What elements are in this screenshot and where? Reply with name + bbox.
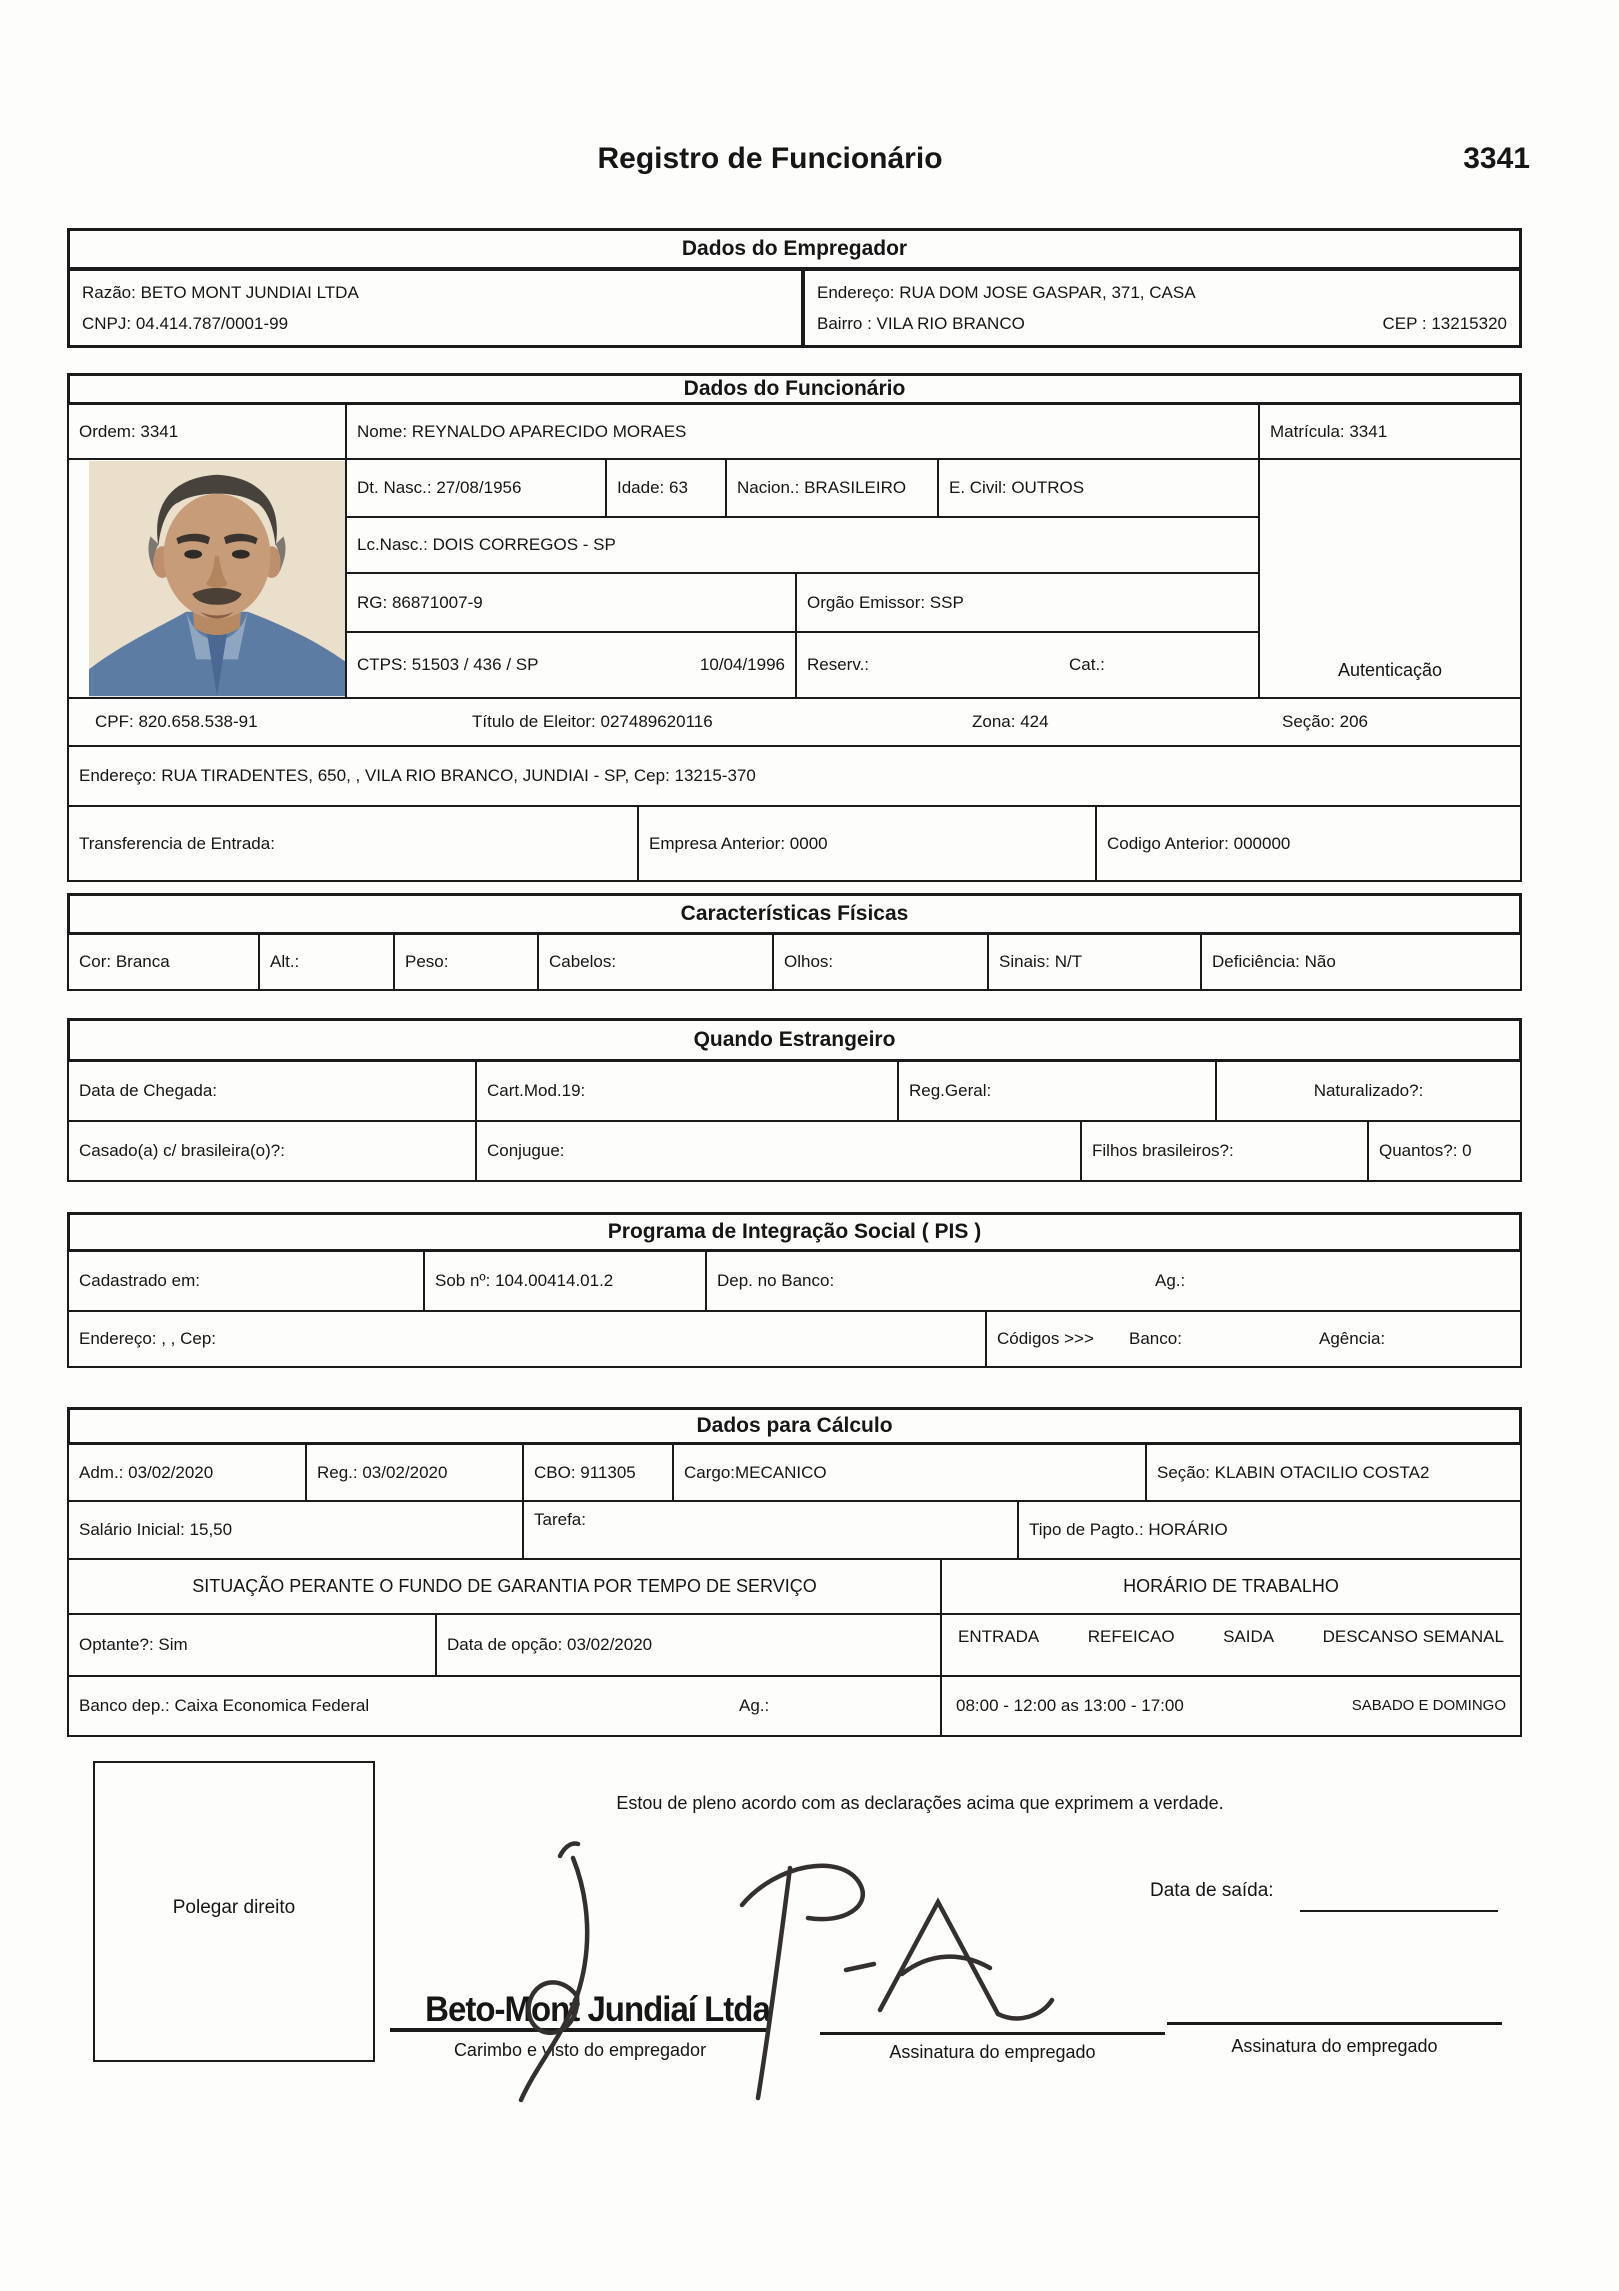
pis-banco: Banco: <box>1129 1329 1182 1349</box>
page-title: Registro de Funcionário <box>597 142 943 175</box>
calculo-descanso: DESCANSO SEMANAL <box>1322 1627 1504 1646</box>
estrangeiro-naturalizado: Naturalizado?: <box>1215 1060 1522 1122</box>
caracteristicas-peso: Peso: <box>393 933 539 991</box>
funcionario-ctps-cell <box>345 631 797 699</box>
caracteristicas-olhos: Olhos: <box>772 933 989 991</box>
calculo-optante: Optante?: Sim <box>67 1613 437 1677</box>
calculo-reg: Reg.: 03/02/2020 <box>305 1443 524 1502</box>
caracteristicas-cabelos: Cabelos: <box>537 933 774 991</box>
funcionario-empresa-anterior: Empresa Anterior: 0000 <box>637 805 1097 882</box>
pis-codigos-cell <box>985 1310 1522 1368</box>
funcionario-zona: Zona: 424 <box>972 712 1049 732</box>
funcionario-nome: Nome: REYNALDO APARECIDO MORAES <box>345 403 1260 460</box>
estrangeiro-quantos: Quantos?: 0 <box>1367 1120 1522 1182</box>
estrangeiro-conjugue: Conjugue: <box>475 1120 1082 1182</box>
calculo-tarefa: Tarefa: <box>522 1500 1019 1560</box>
calculo-salario: Salário Inicial: 15,50 <box>67 1500 524 1560</box>
funcionario-endereco: Endereço: RUA TIRADENTES, 650, , VILA RIO BRANCO, JUNDIAI - SP, Cep: 13215-370 <box>67 745 1522 807</box>
empregador-cep: CEP : 13215320 <box>1382 313 1507 333</box>
funcionario-secao: Seção: 206 <box>1282 712 1369 732</box>
calculo-adm: Adm.: 03/02/2020 <box>67 1443 307 1502</box>
funcionario-rg: RG: 86871007-9 <box>345 572 797 633</box>
calculo-secao: Seção: KLABIN OTACILIO COSTA2 <box>1145 1443 1522 1502</box>
calculo-horario-valores <box>940 1675 1522 1737</box>
funcionario-transferencia: Transferencia de Entrada: <box>67 805 639 882</box>
funcionario-titulo-eleitor: Título de Eleitor: 027489620116 <box>472 712 713 732</box>
calculo-tipo-pagto: Tipo de Pagto.: HORÁRIO <box>1017 1500 1522 1560</box>
caracteristicas-alt: Alt.: <box>258 933 395 991</box>
estrangeiro-reg-geral: Reg.Geral: <box>897 1060 1217 1122</box>
calculo-entrada: ENTRADA <box>958 1627 1040 1646</box>
funcionario-cat: Cat.: <box>1069 655 1105 675</box>
section-header-calculo: Dados para Cálculo <box>67 1407 1522 1445</box>
empregador-bairro: Bairro : VILA RIO BRANCO <box>817 313 1025 333</box>
section-header-funcionario: Dados do Funcionário <box>67 373 1522 405</box>
estrangeiro-cart-mod: Cart.Mod.19: <box>475 1060 899 1122</box>
calculo-horario-header: HORÁRIO DE TRABALHO <box>940 1558 1522 1615</box>
carimbo-caption: Carimbo e visto do empregador <box>453 2040 707 2060</box>
estrangeiro-data-chegada: Data de Chegada: <box>67 1060 477 1122</box>
empregador-razao: Razão: BETO MONT JUNDIAI LTDA <box>82 282 359 302</box>
funcionario-lc-nasc: Lc.Nasc.: DOIS CORREGOS - SP <box>345 516 1260 574</box>
funcionario-autenticacao: Autenticação <box>1258 458 1522 699</box>
calculo-cbo: CBO: 911305 <box>522 1443 674 1502</box>
empregador-endereco: Endereço: RUA DOM JOSE GASPAR, 371, CASA <box>817 282 1196 302</box>
pis-codigos: Códigos >>> <box>997 1329 1094 1349</box>
section-header-pis: Programa de Integração Social ( PIS ) <box>67 1212 1522 1252</box>
employee-signature-line-1 <box>820 2032 1165 2035</box>
employee-photo-cell <box>67 458 347 699</box>
estrangeiro-casado: Casado(a) c/ brasileira(o)?: <box>67 1120 477 1182</box>
funcionario-nacion: Nacion.: BRASILEIRO <box>725 458 939 518</box>
form-number: 3341 <box>1463 142 1530 175</box>
funcionario-cpf: CPF: 820.658.538-91 <box>95 712 258 732</box>
pis-ag: Ag.: <box>1155 1271 1186 1291</box>
funcionario-idade: Idade: 63 <box>605 458 727 518</box>
calculo-ag: Ag.: <box>739 1696 770 1716</box>
pis-sob-no: Sob nº: 104.00414.01.2 <box>423 1250 707 1312</box>
pis-cadastrado: Cadastrado em: <box>67 1250 425 1312</box>
calculo-cargo: Cargo:MECANICO <box>672 1443 1147 1502</box>
calculo-data-opcao: Data de opção: 03/02/2020 <box>435 1613 942 1677</box>
section-header-caracteristicas: Características Físicas <box>67 893 1522 935</box>
funcionario-ordem: Ordem: 3341 <box>67 403 347 460</box>
funcionario-reserv: Reserv.: <box>807 655 870 675</box>
stamp-line <box>390 2028 770 2032</box>
funcionario-cpf-row <box>67 697 1522 747</box>
funcionario-estado-civil: E. Civil: OUTROS <box>937 458 1260 518</box>
funcionario-ctps: CTPS: 51503 / 436 / SP <box>357 655 539 675</box>
assinatura-caption-2: Assinatura do empregado <box>1231 2036 1438 2056</box>
calculo-horario-colunas <box>940 1613 1522 1677</box>
section-header-empregador: Dados do Empregador <box>67 228 1522 270</box>
funcionario-matricula: Matrícula: 3341 <box>1258 403 1522 460</box>
polegar-direito-box: Polegar direito <box>93 1761 375 2062</box>
empregador-endereco-cell <box>802 268 1522 348</box>
calculo-horario-valor: 08:00 - 12:00 as 13:00 - 17:00 <box>956 1696 1184 1716</box>
caracteristicas-cor: Cor: Branca <box>67 933 260 991</box>
funcionario-reserv-cat-cell <box>795 631 1260 699</box>
calculo-fgts-header: SITUAÇÃO PERANTE O FUNDO DE GARANTIA POR TEMPO DE SERVIÇO <box>67 1558 942 1615</box>
assinatura-caption-1: Assinatura do empregado <box>889 2042 1096 2062</box>
calculo-banco-dep-cell <box>67 1675 942 1737</box>
caracteristicas-deficiencia: Deficiência: Não <box>1200 933 1522 991</box>
declaracao: Estou de pleno acordo com as declarações acima que exprimem a verdade. <box>616 1793 1224 1813</box>
funcionario-codigo-anterior: Codigo Anterior: 000000 <box>1095 805 1522 882</box>
pis-dep-banco-cell <box>705 1250 1522 1312</box>
empregador-razao-cnpj-cell <box>67 268 804 348</box>
pis-agencia: Agência: <box>1319 1329 1386 1349</box>
pis-endereco: Endereço: , , Cep: <box>67 1310 987 1368</box>
employer-stamp: Beto-Mont Jundiaí Ltda <box>425 1988 770 2029</box>
calculo-refeicao: REFEICAO <box>1087 1627 1175 1646</box>
section-header-estrangeiro: Quando Estrangeiro <box>67 1018 1522 1062</box>
funcionario-dt-nasc: Dt. Nasc.: 27/08/1956 <box>345 458 607 518</box>
data-saida-line <box>1300 1910 1498 1912</box>
funcionario-orgao-emissor: Orgão Emissor: SSP <box>795 572 1260 633</box>
empregador-cnpj: CNPJ: 04.414.787/0001-99 <box>82 313 289 333</box>
estrangeiro-filhos: Filhos brasileiros?: <box>1080 1120 1369 1182</box>
data-saida-label: Data de saída: <box>1150 1880 1274 1901</box>
calculo-banco-dep: Banco dep.: Caixa Economica Federal <box>79 1696 370 1716</box>
employee-signature-line-2 <box>1167 2022 1502 2025</box>
employee-photo <box>89 460 345 697</box>
calculo-descanso-valor: SABADO E DOMINGO <box>1351 1697 1506 1715</box>
calculo-saida: SAIDA <box>1223 1627 1275 1646</box>
funcionario-ctps-data: 10/04/1996 <box>699 655 785 675</box>
caracteristicas-sinais: Sinais: N/T <box>987 933 1202 991</box>
pis-dep-banco: Dep. no Banco: <box>717 1271 835 1291</box>
